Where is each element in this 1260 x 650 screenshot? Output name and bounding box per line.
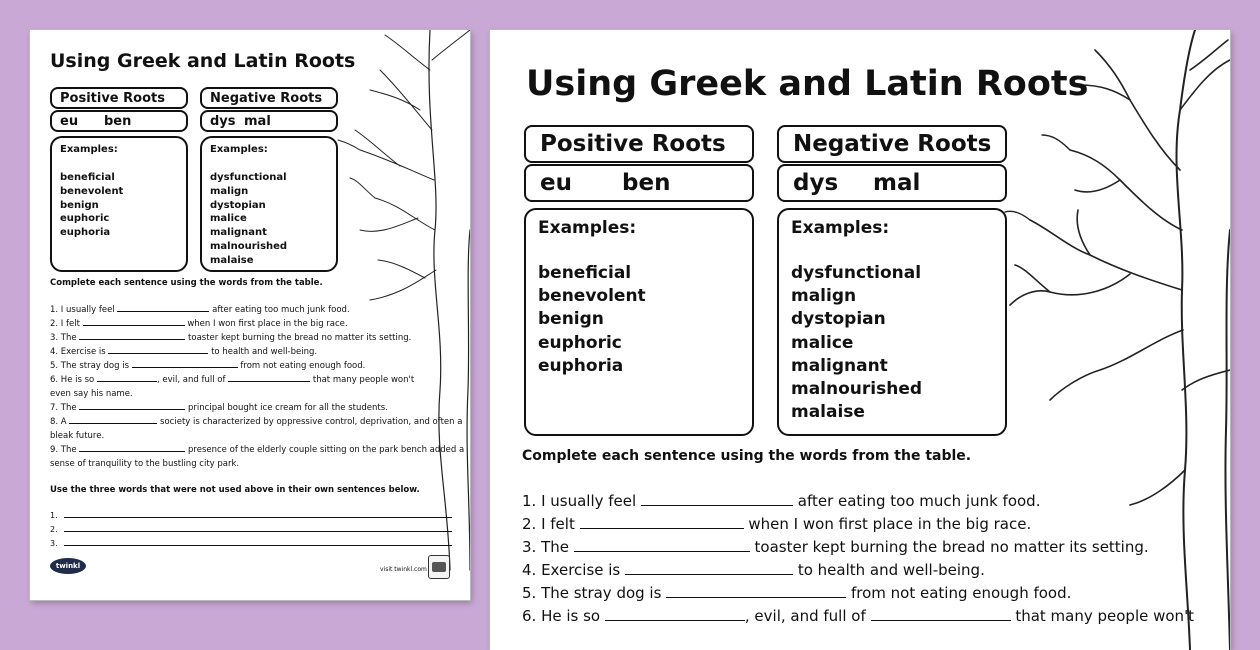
positive-examples-box xyxy=(524,208,754,436)
positive-roots-list xyxy=(524,164,754,202)
positive-examples-box xyxy=(50,136,188,272)
example-word: malnourished xyxy=(210,240,288,252)
sentence-6: 6. He is so , evil, and full of that many people won't xyxy=(50,375,415,385)
root-ben: ben xyxy=(104,114,132,129)
sentence-2: 2. I felt when I won first place in the big race. xyxy=(50,319,348,329)
example-word: euphoria xyxy=(60,227,111,239)
example-word: malice xyxy=(791,332,854,353)
negative-roots-list xyxy=(777,164,1007,202)
example-word: malaise xyxy=(210,254,254,266)
worksheet-page-preview xyxy=(30,30,470,600)
example-word: euphoric xyxy=(60,213,110,225)
sentence-6: 6. He is so , evil, and full of that many people won't xyxy=(522,607,1195,625)
sentence-5: 5. The stray dog is from not eating enough food. xyxy=(522,584,1072,602)
example-word: malignant xyxy=(791,355,888,376)
examples-label: Examples: xyxy=(538,218,637,238)
root-ben: ben xyxy=(622,170,671,196)
sentence-3: 3. The toaster kept burning the bread no matter its setting. xyxy=(522,538,1149,556)
example-word: euphoric xyxy=(538,332,622,353)
example-word: malignant xyxy=(210,227,267,239)
example-word: benign xyxy=(538,309,604,330)
worksheet-title: Using Greek and Latin Roots xyxy=(526,64,1089,104)
sentence-8-continued: bleak future. xyxy=(50,431,105,441)
answer-line-1: 1. xyxy=(50,511,452,520)
examples-label: Examples: xyxy=(60,144,118,155)
root-mal: mal xyxy=(244,114,271,129)
sentence-2: 2. I felt when I won first place in the big race. xyxy=(522,515,1032,533)
sentence-9: 9. The presence of the elderly couple sitting on the park bench added a xyxy=(50,445,465,455)
instruction-text: Complete each sentence using the words from the table. xyxy=(50,278,323,288)
twinkl-logo: twinkl xyxy=(50,558,86,574)
footer-link[interactable]: visit twinkl.com xyxy=(380,566,427,573)
worksheet-page-zoomed xyxy=(490,30,1230,650)
root-eu: eu xyxy=(540,170,572,196)
answer-line-2: 2. xyxy=(50,525,452,534)
example-word: benign xyxy=(60,199,99,211)
sentence-5: 5. The stray dog is from not eating enough food. xyxy=(50,361,366,371)
instruction-text: Complete each sentence using the words from the table. xyxy=(522,448,972,464)
examples-label: Examples: xyxy=(791,218,890,238)
examples-label: Examples: xyxy=(210,144,268,155)
sentence-9-continued: sense of tranquility to the bustling city park. xyxy=(50,459,240,469)
sentence-6-continued: even say his name. xyxy=(50,389,133,399)
quality-badge-icon xyxy=(428,555,450,579)
root-dys: dys xyxy=(210,114,236,129)
example-word: malaise xyxy=(791,402,865,423)
answer-line-3: 3. xyxy=(50,539,452,548)
negative-examples-box xyxy=(200,136,338,272)
example-word: malign xyxy=(210,185,249,197)
negative-roots-list xyxy=(200,110,338,132)
sentence-4: 4. Exercise is to health and well-being. xyxy=(522,561,985,579)
positive-roots-list xyxy=(50,110,188,132)
worksheet-title: Using Greek and Latin Roots xyxy=(50,50,356,72)
positive-roots-heading: Positive Roots xyxy=(524,125,754,163)
bonus-instruction: Use the three words that were not used above in their own sentences below. xyxy=(50,485,420,495)
negative-roots-heading: Negative Roots xyxy=(200,87,338,109)
root-eu: eu xyxy=(60,114,79,129)
example-word: dystopian xyxy=(791,309,886,330)
sentence-1: 1. I usually feel after eating too much junk food. xyxy=(50,305,350,315)
sentence-4: 4. Exercise is to health and well-being. xyxy=(50,347,318,357)
negative-examples-box xyxy=(777,208,1007,436)
example-word: dystopian xyxy=(210,199,266,211)
sentence-1: 1. I usually feel after eating too much junk food. xyxy=(522,492,1041,510)
example-word: euphoria xyxy=(538,355,624,376)
sentence-7: 7. The principal bought ice cream for all the students. xyxy=(50,403,388,413)
root-mal: mal xyxy=(873,170,921,196)
example-word: benevolent xyxy=(60,185,124,197)
example-word: benevolent xyxy=(538,286,646,307)
example-word: dysfunctional xyxy=(210,172,287,183)
example-word: beneficial xyxy=(538,263,632,283)
example-word: malnourished xyxy=(791,379,923,400)
example-word: malign xyxy=(791,286,857,307)
negative-roots-heading: Negative Roots xyxy=(777,125,1007,163)
example-word: beneficial xyxy=(60,172,115,183)
example-word: malice xyxy=(210,213,247,225)
sentence-8: 8. A society is characterized by oppressive control, deprivation, and often a xyxy=(50,417,463,427)
root-dys: dys xyxy=(793,170,839,196)
example-word: dysfunctional xyxy=(791,263,922,283)
positive-roots-heading: Positive Roots xyxy=(50,87,188,109)
sentence-3: 3. The toaster kept burning the bread no matter its setting. xyxy=(50,333,412,343)
